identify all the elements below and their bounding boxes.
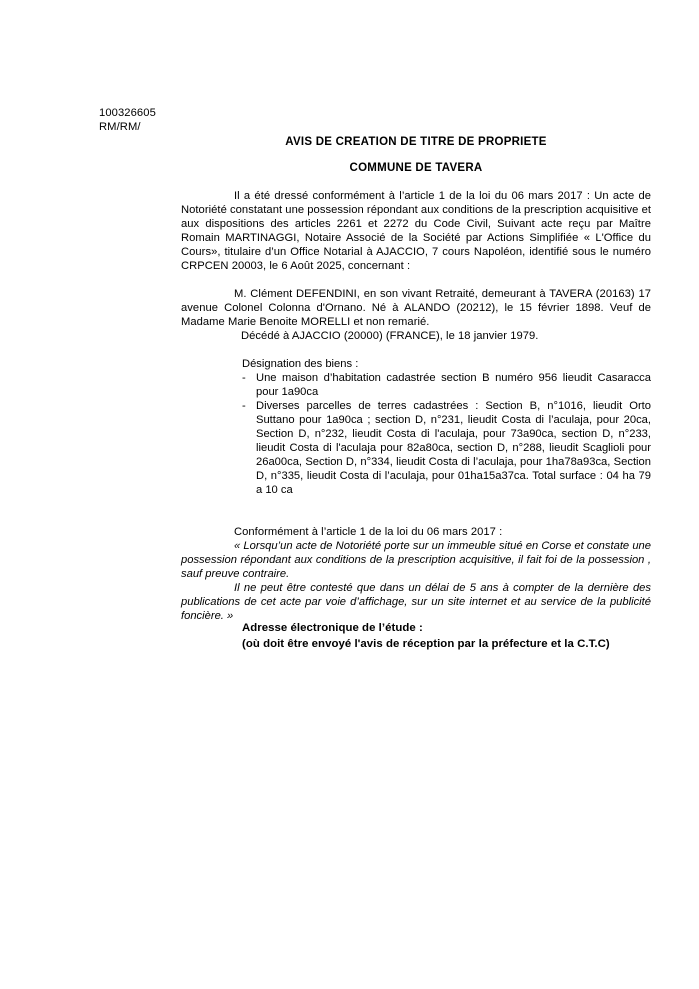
- footer-address-block: [242, 620, 610, 652]
- paragraph-death: Décédé à AJACCIO (20000) (FRANCE), le 18 janvier 1979.: [241, 330, 539, 342]
- spacer: [181, 273, 651, 287]
- paragraph-conformity: Conformément à l’article 1 de la loi du 06 mars 2017 :: [234, 526, 503, 538]
- spacer: [181, 343, 651, 357]
- document-reference: [99, 106, 156, 134]
- quote-paragraph-1: « Lorsqu’un acte de Notoriété porte sur un immeuble situé en Corse et constate une possession répondant aux conditions de la prescription acquisitive, il fait foi de la possession , sauf preuve contraire.: [181, 540, 651, 580]
- legal-quote: [181, 539, 651, 623]
- paragraph-person: M. Clément DEFENDINI, en son vivant Retraité, demeurant à TAVERA (20163) 17 avenue Colonel Colonna d'Ornano. Né à ALANDO (20212), le 15 février 1898. Veuf de Madame Marie Benoite MORELLI et non remarié.: [181, 288, 651, 328]
- biens-list: [181, 371, 651, 497]
- document-subtitle: COMMUNE DE TAVERA: [349, 162, 483, 174]
- list-item-text: Diverses parcelles de terres cadastrées : Section B, n°1016, lieudit Orto Suttano pour 1a90ca ; section D, n°231, lieudit Costa di l’aculaja, pour 20ca, Section D, n°232, lieudit Costa di l'aculaja, pour 73a90ca, section D, n°233, lieudit Costa di l'aculaja pour 82a80ca, section D, n°288, lieudit Scaglioli pour 26a00ca, Section D, n°334, lieudit Costa di l’aculaja, pour 1ha78a93ca, Section D, n°335, lieudit Costa di l’aculaja, pour 01ha15a37ca. Total surface : 04 ha 79 a 10 ca: [256, 400, 651, 496]
- spacer: [181, 511, 651, 525]
- paragraph-intro: Il a été dressé conformément à l’article 1 de la loi du 06 mars 2017 : Un acte de Notoriété constatant une possession répondant aux conditions de la prescription acquisitive et aux dispositions des articles 2261 et 2272 du Code Civil, Suivant acte reçu par Maître Romain MARTINAGGI, Notaire Associé de la Société par Actions Simplifiée « L'Office du Cours», titulaire d’un Office Notarial à AJACCIO, 7 cours Napoléon, identifié sous le numéro CRPCEN 20003, le 6 Août 2025, concernant :: [181, 190, 651, 272]
- footer-line-1: Adresse électronique de l’étude :: [242, 622, 423, 634]
- list-item-text: Une maison d’habitation cadastrée section B numéro 956 lieudit Casaracca pour 1a90ca: [256, 372, 651, 398]
- spacer: [181, 497, 651, 511]
- reference-number: 100326605: [99, 107, 156, 119]
- document-title: AVIS DE CREATION DE TITRE DE PROPRIETE: [285, 136, 547, 148]
- list-bullet-dash: -: [242, 400, 246, 412]
- list-item: [181, 371, 651, 399]
- biens-heading: Désignation des biens :: [242, 358, 359, 370]
- list-item: [181, 399, 651, 497]
- document-body: [181, 189, 651, 623]
- list-bullet-dash: -: [242, 372, 246, 384]
- reference-initials: RM/RM/: [99, 121, 141, 133]
- footer-line-2: (où doit être envoyé l'avis de réception par la préfecture et la C.T.C): [242, 638, 610, 650]
- quote-paragraph-2: Il ne peut être contesté que dans un délai de 5 ans à compter de la dernière des publications de cet acte par voie d’affichage, sur un site internet et au service de la publicité foncière. »: [181, 582, 651, 622]
